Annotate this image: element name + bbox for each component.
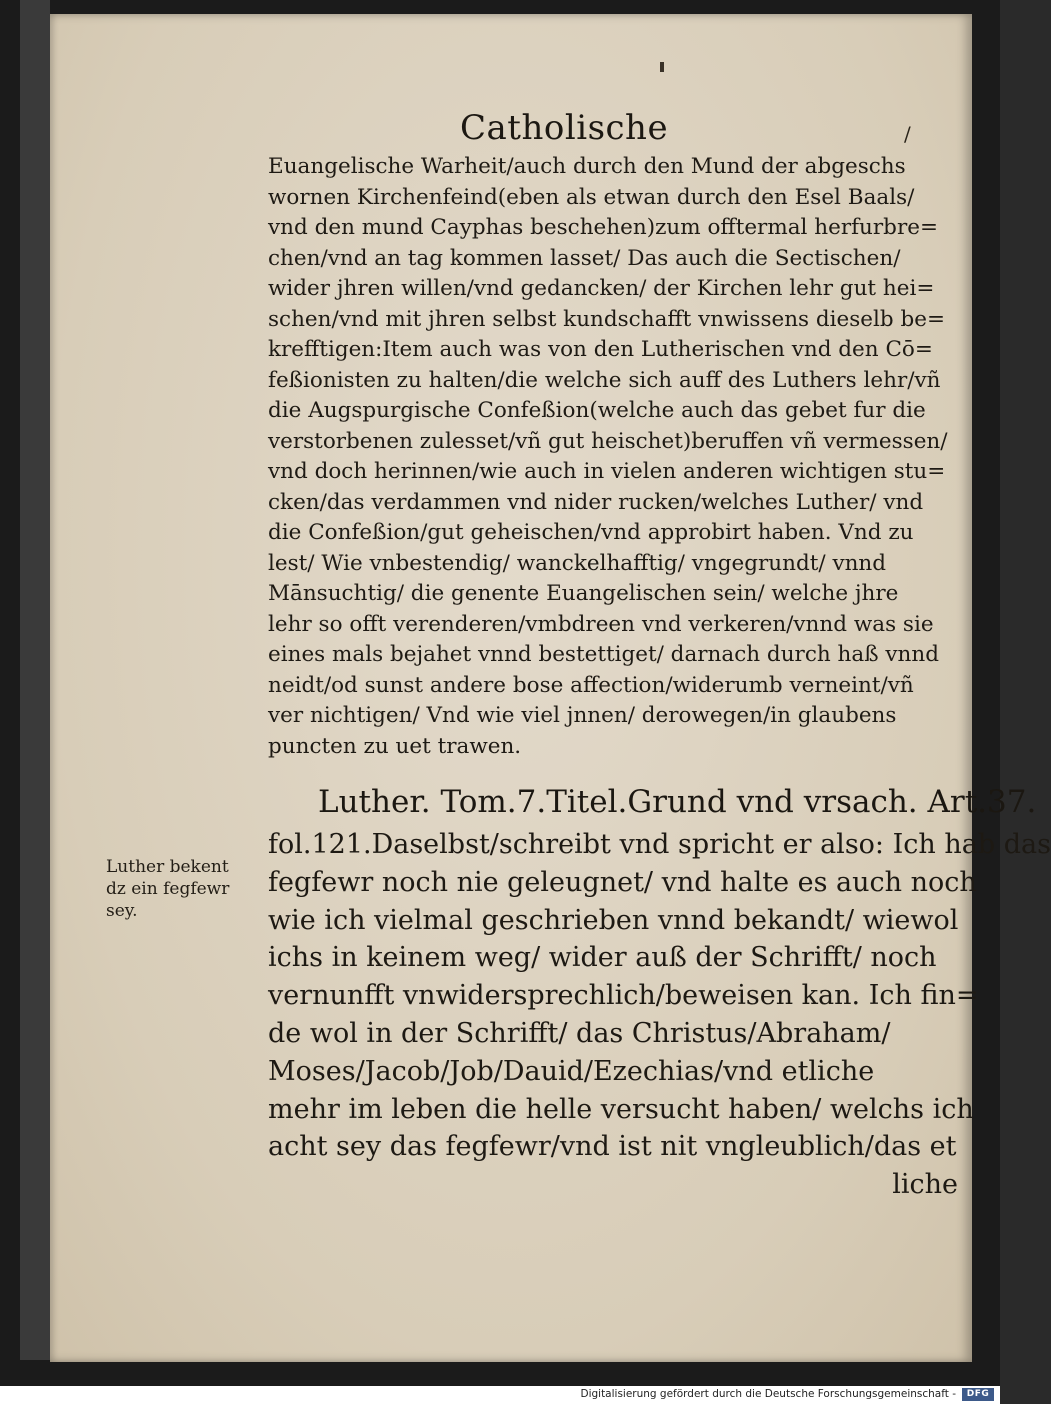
body-text-large (268, 826, 1051, 1204)
text-line: ichs in keinem weg/ wider auß der Schrifft/ noch (268, 942, 937, 974)
margin-note-line: dz ein fegfewr (106, 879, 230, 899)
running-head: Catholische (460, 108, 669, 148)
text-line: schen/vnd mit jhren selbst kundschafft vnwissens dieselb be= (268, 306, 946, 332)
margin-note-line: sey. (106, 901, 138, 921)
text-line: chen/vnd an tag kommen lasset/ Das auch die Sectischen/ (268, 245, 901, 271)
text-line: eines mals bejahet vnnd bestettiget/ darnach durch haß vnnd (268, 642, 940, 667)
margin-note-line: Luther bekent (106, 857, 229, 877)
citation-heading: Luther. Tom.7.Titel.Grund vnd vrsach. Art.37. (318, 784, 1037, 820)
head-mark: / (904, 122, 911, 146)
dfg-logo: DFG (962, 1388, 994, 1401)
text-line: krefftigen:Item auch was von den Lutherischen vnd den Cō= (268, 337, 933, 362)
text-line: die Confeßion/gut geheischen/vnd approbirt haben. Vnd zu (268, 520, 914, 545)
text-line: Euangelische Warheit/auch durch den Mund der abgeschs (268, 154, 906, 179)
text-line: vnd den mund Cayphas beschehen)zum offtermal herfurbre= (268, 215, 938, 240)
text-line: die Augspurgische Confeßion(welche auch das gebet fur die (268, 398, 926, 423)
margin-note (106, 856, 266, 922)
text-line: Moses/Jacob/Job/Dauid/Ezechias/vnd etliche (268, 1055, 875, 1087)
body-text-small (268, 152, 968, 762)
text-line: neidt/od sunst andere bose affection/widerumb verneint/vñ (268, 672, 914, 698)
text-line: wornen Kirchenfeind(eben als etwan durch den Esel Baals/ (268, 184, 915, 210)
text-line: lest/ Wie vnbestendig/ wanckelhafftig/ vngegrundt/ vnnd (268, 550, 887, 576)
text-line: mehr im leben die helle versucht haben/ welchs ich (268, 1093, 974, 1125)
page-edge-shadow (20, 0, 50, 1360)
text-line: wie ich vielmal geschrieben vnnd bekandt/ wiewol (268, 904, 959, 936)
text-line: feßionisten zu halten/die welche sich auff des Luthers lehr/vñ (268, 367, 941, 393)
text-line: vernunfft vnwidersprechlich/beweisen kan. Ich fin= (268, 980, 979, 1012)
text-line: fegfewr noch nie geleugnet/ vnd halte es auch noch (268, 866, 977, 898)
text-line: fol.121.Daselbst/schreibt vnd spricht er also: Ich hab das (268, 829, 1051, 860)
text-line: lehr so offt verenderen/vmbdreen vnd verkeren/vnnd was sie (268, 611, 934, 637)
footer-bar (0, 1386, 1000, 1404)
text-line: vnd doch herinnen/wie auch in vielen anderen wichtigen stu= (268, 459, 946, 484)
text-line: verstorbenen zulesset/vñ gut heischet)beruffen vñ vermessen/ (268, 428, 948, 454)
text-line: cken/das verdammen vnd nider rucken/welches Luther/ vnd (268, 489, 924, 515)
text-line: wider jhren willen/vnd gedancken/ der Kirchen lehr gut hei= (268, 276, 935, 301)
text-line: Mānsuchtig/ die genente Euangelischen sein/ welche jhre (268, 581, 899, 606)
text-line: puncten zu uet trawen. (268, 733, 522, 759)
ink-mark (660, 62, 664, 72)
text-line: acht sey das fegfewr/vnd ist nit vngleublich/das et (268, 1131, 957, 1163)
footer-credit: Digitalisierung gefördert durch die Deutsche Forschungsgemeinschaft - (580, 1388, 956, 1400)
text-line: ver nichtigen/ Vnd wie viel jnnen/ derowegen/in glaubens (268, 703, 897, 728)
text-line: de wol in der Schrifft/ das Christus/Abraham/ (268, 1017, 891, 1049)
catchword: liche (892, 1169, 958, 1201)
